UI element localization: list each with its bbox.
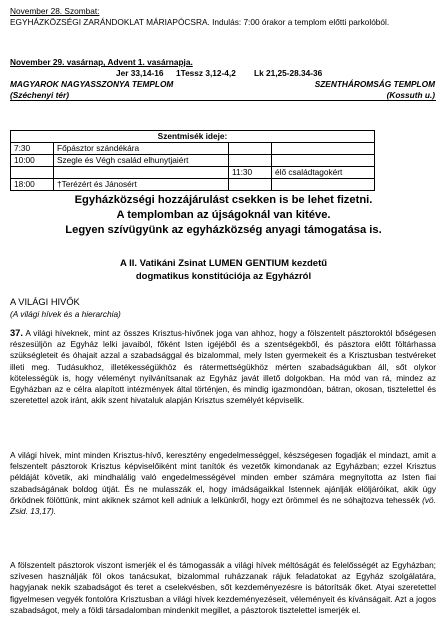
- section-subtitle: (A világi hívek és a hierarchia): [10, 309, 121, 319]
- church-left-location: (Széchenyi tér): [10, 90, 70, 100]
- church-left-name: MAGYAROK NAGYASSZONYA TEMPLOM: [10, 79, 174, 89]
- nov28-text: EGYHÁZKÖZSÉGI ZARÁNDOKLAT MÁRIAPÓCSRA. Indulás: 7:00 órakor a templom előtti parkolóból.: [10, 17, 390, 27]
- paragraph-37: [10, 328, 436, 406]
- schedule-row: [11, 143, 375, 155]
- nov29-date: November 29. vasárnap, Advent 1. vasárnapja.: [10, 57, 193, 67]
- schedule-intention-right: [272, 155, 375, 167]
- header-divider: [10, 100, 436, 101]
- schedule-intention-left: Főpásztor szándékára: [54, 143, 229, 155]
- church-right-location: (Kossuth u.): [386, 90, 435, 100]
- scripture-reference: (vö. Zsid. 13,17).: [10, 494, 436, 517]
- schedule-row: [11, 167, 375, 179]
- schedule-intention-left: [54, 167, 229, 179]
- reading-3: Lk 21,25-28.34-36: [254, 68, 323, 78]
- paragraph-3: A fölszentelt pásztorok viszont ismerjék el és támogassák a világi hívek méltóságát és felelősségét az Egyházban; szívesen használják föl okos tanácsukat, bizalommal ruházzanak rájuk feladatokat az Egyház szolgálatára, hagyjanak nekik szabadságot és teret a cselekvésben, sőt kezdeményezésre is bátorítsák őket. Atyai szeretettel figyelmesen vegyék fontolóra Krisztusban a világi hívek kezdeményezéseit, véleményeit és kívánságait. Azt a jogos szabadságot, mely a földi társadalomban mindenkit megillet, a pásztorok tisztelettel ismerjék el.: [10, 560, 436, 615]
- schedule-intention-right: [272, 143, 375, 155]
- paragraph-37-text: A világi híveknek, mint az összes Krisztus-hívőnek joga van ahhoz, hogy a fölszentelt pásztoroktól bőségesen részesüljön az Egyház lelki javaiból, főként Isten igéjéből és a szentségekből, és pásztora előtt föltárhassa szükségleteit és óhajait azzal a szabadsággal és bizalommal, mely Isten gyermekeit és a Krisztusban testvéreket illeti meg. Tudásukhoz, illetékességükhöz és rátermettségükhöz mérten szabadságukban áll, sőt olykor kötelességük is, hogy véleményt nyilvánítsanak az Egyház javát illető dolgokban. Ha mód van rá, mindez az Egyházban az e célra alapított intézmények által történjen, és mindig igazmondóan, bátran, okosan, tisztelettel és szeretettel azok iránt, akik szent hivataluk alapján Krisztus személyét képviselik.: [10, 328, 436, 406]
- schedule-time-right: [229, 179, 272, 191]
- schedule-intention-right: élő családtagokért: [272, 167, 375, 179]
- church-right-name: SZENTHÁROMSÁG TEMPLOM: [314, 79, 435, 89]
- reading-2: 1Tessz 3,12-4,2: [176, 68, 236, 78]
- schedule-time-left: 10:00: [11, 155, 54, 167]
- schedule-time-left: 18:00: [11, 179, 54, 191]
- schedule-time-left: [11, 167, 54, 179]
- nov28-date: November 28. Szombat:: [10, 6, 100, 16]
- notice-line-3: Legyen szívügyünk az egyházközség anyagi támogatása is.: [65, 224, 382, 236]
- schedule-title: Szentmisék ideje:: [11, 131, 375, 143]
- notice-line-1: Egyházközségi hozzájárulást csekken is be lehet fizetni.: [74, 194, 373, 206]
- schedule-time-right: [229, 143, 272, 155]
- document-title-line-1: A II. Vatikáni Zsinat LUMEN GENTIUM kezdetű: [119, 258, 328, 269]
- schedule-time-right: [229, 155, 272, 167]
- document-title-line-2: dogmatikus konstitúciója az Egyházról: [135, 271, 312, 282]
- notice-line-2: A templomban az újságoknál van kitéve.: [116, 209, 331, 221]
- schedule-header-row: [11, 131, 375, 143]
- reading-1: Jer 33,14-16: [116, 68, 164, 78]
- schedule-time-right: 11:30: [229, 167, 272, 179]
- schedule-intention-right: [272, 179, 375, 191]
- schedule-time-left: 7:30: [11, 143, 54, 155]
- schedule-intention-left: Szegle és Végh család elhunytjaiért: [54, 155, 229, 167]
- paragraph-2: [10, 450, 436, 517]
- paragraph-2-text: A világi hívek, mint minden Krisztus-hívő, keresztény engedelmességgel, készségesen fogadják el mindazt, amit a felszentelt pásztorok Krisztus képviselőiként mint tanítók és vezetők kimondanak az Egyházban; ezzel Krisztus példáját követik, aki mindhalálig való engedelmességével minden ember számára megnyitotta az Isten fiai szabadságának boldog útját. És ne mulasszák el, hogy imádságaikkal Istennek ajánlják elöljáróikat, akik úgy őrködnek fölöttünk, mint akiknek számot kell adniuk a lelkünkről, hogy ezt örömmel és ne sóhajtozva tehessék: [10, 450, 436, 505]
- schedule-row: [11, 179, 375, 191]
- paragraph-number: 37.: [10, 328, 23, 338]
- mass-schedule-table: [10, 130, 375, 191]
- schedule-intention-left: †Terézért és Jánosért: [54, 179, 229, 191]
- schedule-row: [11, 155, 375, 167]
- section-title: A VILÁGI HIVŐK: [10, 297, 80, 307]
